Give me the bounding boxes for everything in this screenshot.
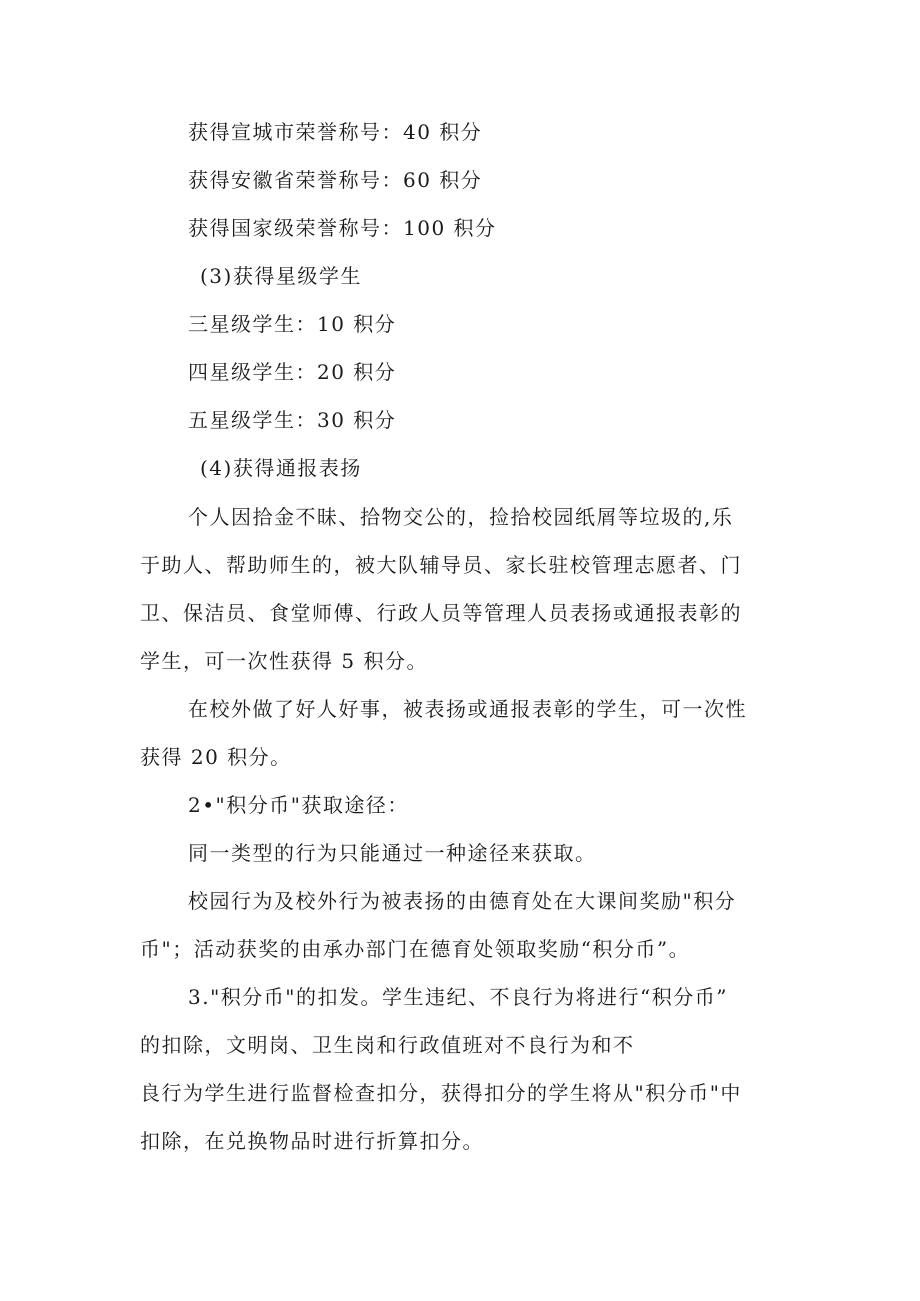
- text-line-national-honor: 获得国家级荣誉称号：100 积分: [188, 216, 497, 240]
- paragraph-line: 在校外做了好人好事，被表扬或通报表彰的学生，可一次性: [188, 697, 747, 721]
- paragraph-line: 良行为学生进行监督检查扣分，获得扣分的学生将从"积分币"中: [140, 1081, 742, 1105]
- subheading-commendation: (4)获得通报表扬: [200, 456, 362, 480]
- paragraph-line: 个人因拾金不昧、拾物交公的，捡拾校园纸屑等垃圾的,乐: [188, 505, 734, 529]
- section-heading-acquire: 2•"积分币"获取途径：: [188, 793, 409, 817]
- paragraph-line: 同一类型的行为只能通过一种途径来获取。: [188, 841, 597, 865]
- text-line-anhui-honor: 获得安徽省荣誉称号：60 积分: [188, 168, 483, 192]
- paragraph-line: 卫、保洁员、食堂师傅、行政人员等管理人员表扬或通报表彰的: [140, 601, 742, 625]
- section-heading-deduction: 3."积分币"的扣发。学生违纪、不良行为将进行“积分币”: [188, 985, 728, 1009]
- paragraph-line: 币"；活动获奖的由承办部门在德育处领取奖励“积分币”。: [140, 937, 691, 961]
- text-line-three-star: 三星级学生：10 积分: [188, 312, 397, 336]
- text-line-four-star: 四星级学生：20 积分: [188, 360, 397, 384]
- subheading-star-students: (3)获得星级学生: [200, 264, 362, 288]
- paragraph-line: 扣除，在兑换物品时进行折算扣分。: [140, 1129, 484, 1153]
- paragraph-line: 学生，可一次性获得 5 积分。: [140, 649, 428, 673]
- paragraph-line: 获得 20 积分。: [140, 745, 292, 769]
- paragraph-line: 于助人、帮助师生的，被大队辅导员、家长驻校管理志愿者、门: [140, 553, 742, 577]
- text-line-five-star: 五星级学生：30 积分: [188, 408, 397, 432]
- paragraph-line: 校园行为及校外行为被表扬的由德育处在大课间奖励"积分: [188, 889, 737, 913]
- text-line-xuancheng-honor: 获得宣城市荣誉称号：40 积分: [188, 120, 483, 144]
- paragraph-line: 的扣除，文明岗、卫生岗和行政值班对不良行为和不: [140, 1033, 635, 1057]
